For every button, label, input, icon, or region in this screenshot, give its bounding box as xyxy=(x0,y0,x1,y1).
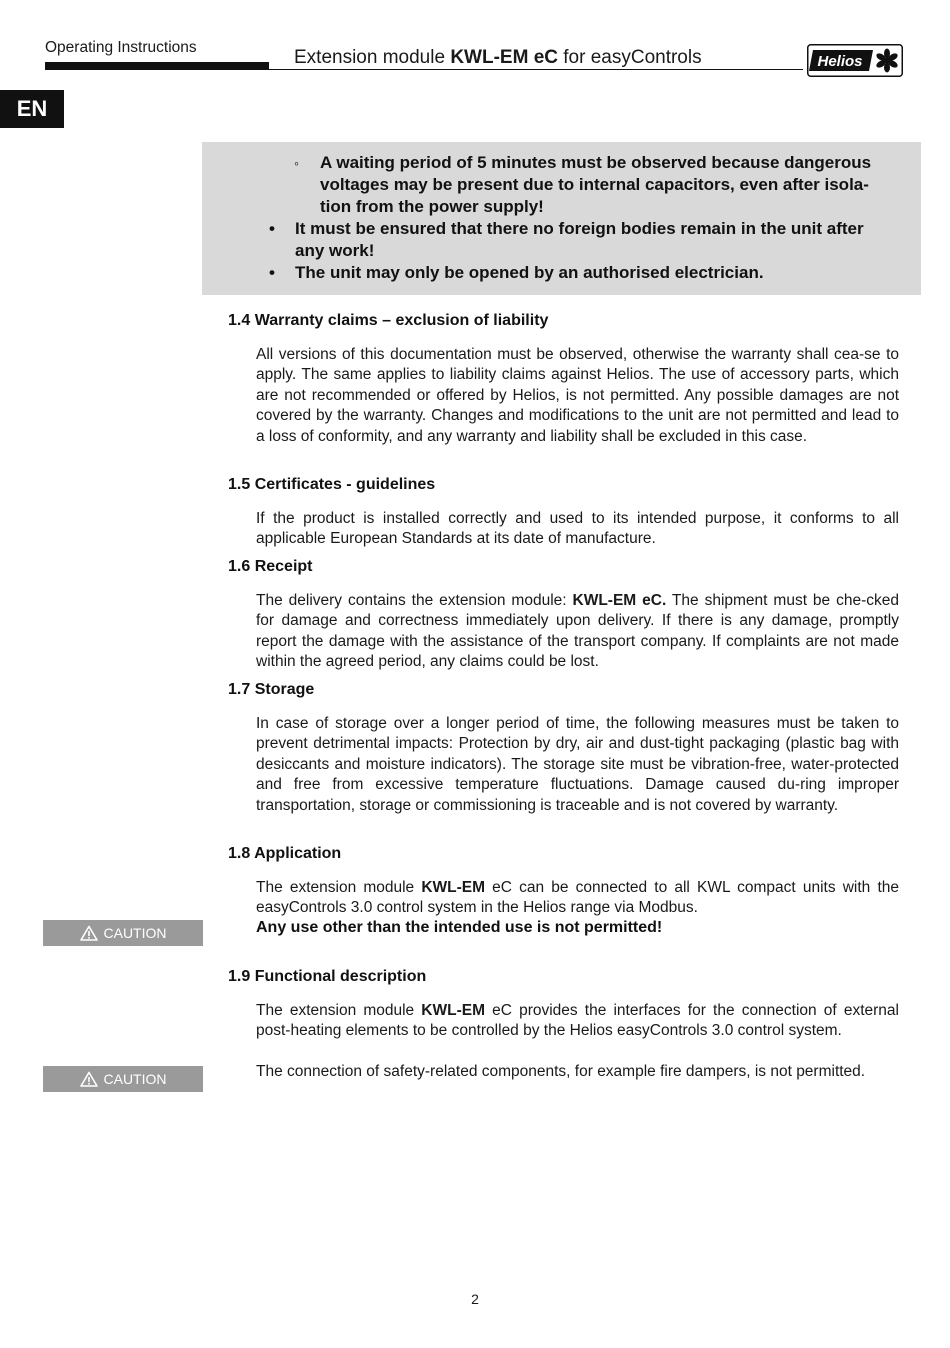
warning-line: tion from the power supply! xyxy=(320,197,544,216)
warning-triangle-icon xyxy=(80,925,98,941)
safety-warning-box xyxy=(202,142,921,295)
bullet-marker: • xyxy=(269,263,275,282)
language-tab: EN xyxy=(0,90,64,128)
section-text-1-5: If the product is installed correctly and used to its intended purpose, it conforms to all applicable European Standards at its date of manufacture. xyxy=(256,510,899,548)
warning-line: A waiting period of 5 minutes must be observed because dangerous xyxy=(320,153,872,172)
model-name: KWL-EM eC. xyxy=(572,592,667,609)
text-run: The extension module xyxy=(256,879,422,896)
header-rule-thin xyxy=(269,69,803,70)
header-title xyxy=(294,47,702,69)
bullet-marker: • xyxy=(269,219,275,238)
intended-use-warning: Any use other than the intended use is not permitted! xyxy=(256,919,663,936)
section-text-1-4: All versions of this documentation must be observed, otherwise the warranty shall cea-se to apply. The same applies to liability claims against Helios. The use of accessory parts, which are not recommended or offered by Helios, is not permitted. Any possible damages are not covered by the warranty. Changes and modifications to the unit are not permitted and lead to a loss of conformity, and any warranty and liability shall be excluded in this case. xyxy=(256,346,899,445)
section-heading-1-4: 1.4 Warranty claims – exclusion of liability xyxy=(228,312,549,329)
sub-bullet-marker: ◦ xyxy=(294,155,299,171)
caution-text: CAUTION xyxy=(103,925,167,941)
section-heading-1-8: 1.8 Application xyxy=(228,845,342,862)
warning-line: voltages may be present due to internal capacitors, even after isola- xyxy=(320,175,869,194)
text-run: The shipment must be che-cked for damage and correctness immediately upon delivery. If there is any damage, promptly report the damage with the assistance of the transport company. If complaints are not made within the agreed period, any claims could be lost. xyxy=(256,592,900,671)
section-text-1-6 xyxy=(256,591,899,673)
safety-components-note: The connection of safety-related components, for example fire dampers, is not permitted. xyxy=(256,1063,866,1080)
header-rule-thick xyxy=(45,62,269,70)
section-text-1-7: In case of storage over a longer period of time, the following measures must be taken to prevent detrimental impacts: Protection by dry, air and dust-tight packaging (plastic bag with desiccants and moisture indicators). The storage site must be vibration-free, water-protected and free from excessive temperature fluctuations. Damage caused du-ring improper transportation, storage or commissioning is traceable and is not covered by warranty. xyxy=(256,715,899,814)
caution-label xyxy=(43,1066,203,1092)
section-text-1-9 xyxy=(256,1001,899,1042)
warning-line: any work! xyxy=(295,241,375,260)
section-heading-1-9: 1.9 Functional description xyxy=(228,968,427,985)
header-title-model: KWL-EM eC xyxy=(450,47,558,68)
text-run: eC provides the interfaces for the connection of external post-heating elements to be controlled by the Helios easyControls 3.0 control system. xyxy=(256,1002,899,1040)
section-heading-1-7: 1.7 Storage xyxy=(228,681,315,698)
text-run: eC can be connected to all KWL compact units with the easyControls 3.0 control system in the Helios range via Modbus. xyxy=(256,879,899,917)
text-run: The extension module xyxy=(256,1002,422,1019)
helios-logo xyxy=(807,44,903,77)
warning-line: It must be ensured that there no foreign bodies remain in the unit after xyxy=(295,219,864,238)
caution-text: CAUTION xyxy=(103,1071,167,1087)
warning-line: The unit may only be opened by an authorised electrician. xyxy=(295,263,764,282)
model-name: KWL-EM xyxy=(421,879,486,896)
header-title-pre: Extension module xyxy=(294,47,451,68)
warning-triangle-icon xyxy=(80,1071,98,1087)
header-title-post: for easyControls xyxy=(557,47,702,68)
model-name: KWL-EM xyxy=(421,1002,485,1019)
page-number: 2 xyxy=(471,1291,479,1307)
header-document-type: Operating Instructions xyxy=(45,39,197,56)
section-heading-1-6: 1.6 Receipt xyxy=(228,558,313,575)
logo-wordmark: Helios xyxy=(817,53,863,70)
section-heading-1-5: 1.5 Certificates - guidelines xyxy=(228,476,436,493)
section-text-1-8 xyxy=(256,878,899,919)
caution-label xyxy=(43,920,203,946)
text-run: The delivery contains the extension module: xyxy=(256,592,573,609)
